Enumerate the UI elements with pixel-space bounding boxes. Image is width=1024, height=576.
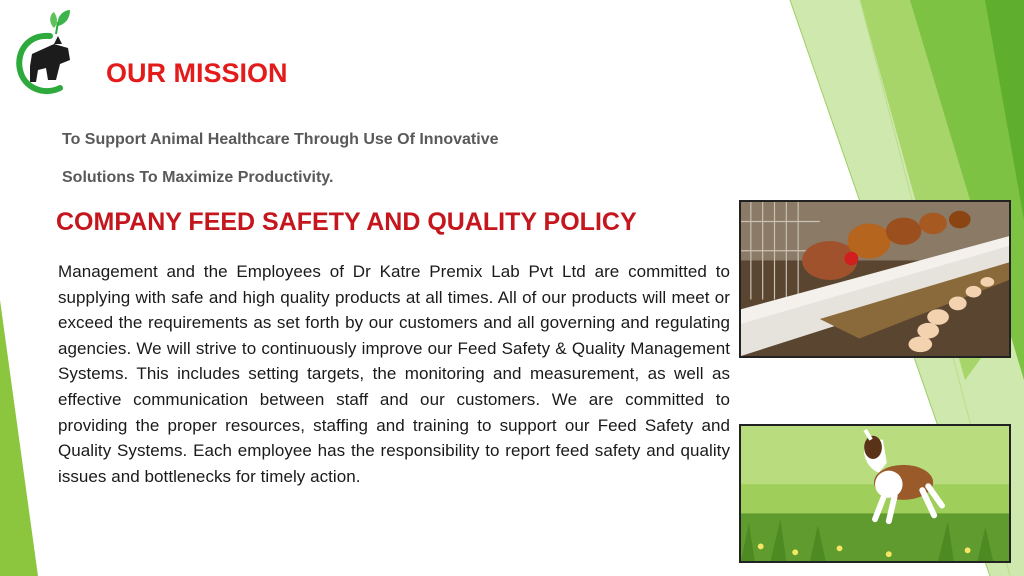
goat-jumping-photo: [739, 424, 1011, 563]
mission-statement: [62, 121, 702, 197]
policy-title: COMPANY FEED SAFETY AND QUALITY POLICY: [56, 208, 637, 236]
policy-body: Management and the Employees of Dr Katre Premix Lab Pvt Ltd are committed to supplying with safe and high quality products at all times. All of our products will meet or exceed the requirements as set forth by our customers and all governing and regulating agencies. We will strive to continuously improve our Feed Safety & Quality Management Systems. This includes setting targets, the monitoring and measurement, as well as effective communication between staff and our customers. We are committed to providing the proper resources, staffing and training to support our Feed Safety and Quality Systems. Each employee has the responsibility to report feed safety and quality issues and bottlenecks for timely action.: [58, 262, 730, 486]
mission-line-1: To Support Animal Healthcare Through Use Of Innovative: [62, 131, 499, 148]
company-logo-icon: [10, 4, 74, 100]
hens-feeding-photo: [739, 200, 1011, 358]
mission-line-2: Solutions To Maximize Productivity.: [62, 169, 334, 186]
mission-title: OUR MISSION: [106, 58, 288, 88]
